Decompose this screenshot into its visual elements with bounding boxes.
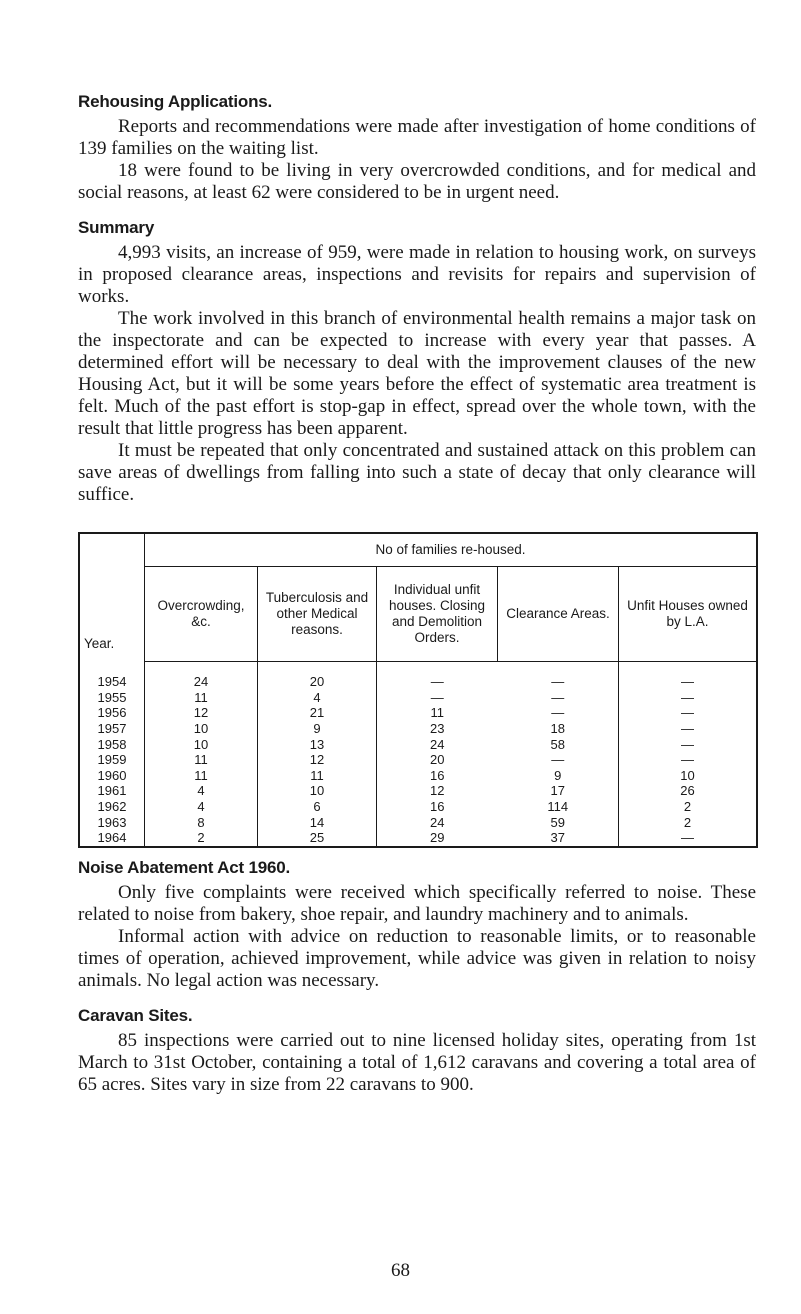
value-cell: 29 xyxy=(377,830,498,847)
table-row xyxy=(79,814,757,830)
table-row xyxy=(79,783,757,799)
value-cell: 10 xyxy=(258,783,377,799)
value-cell: 24 xyxy=(145,662,258,690)
year-cell: 1964 xyxy=(97,830,127,846)
summary-paragraph: 4,993 visits, an increase of 959, were made in relation to housing work, on surveys in proposed clearance areas, inspections and revisits for repairs and supervision of works. xyxy=(78,242,756,307)
value-cell: — xyxy=(619,736,758,752)
page-number: 68 xyxy=(391,1260,410,1281)
value-cell: 4 xyxy=(145,799,258,815)
year-cell: 1962 xyxy=(97,799,127,815)
value-cell: 8 xyxy=(145,814,258,830)
value-cell: 9 xyxy=(554,767,562,783)
value-cell: — xyxy=(619,721,758,737)
value-cell: 13 xyxy=(258,736,377,752)
value-cell: 58 xyxy=(550,736,565,752)
year-cell: 1960 xyxy=(97,767,127,783)
value-cell: 20 xyxy=(377,752,498,768)
value-cell: — xyxy=(377,690,498,706)
year-cell: 1958 xyxy=(97,736,127,752)
value-cell: — xyxy=(551,689,565,705)
value-cell: 11 xyxy=(145,768,258,784)
table-body xyxy=(79,662,757,847)
value-cell: 17 xyxy=(550,783,565,799)
value-cell: 10 xyxy=(145,736,258,752)
value-cell: — xyxy=(619,662,758,690)
rehoused-families-table xyxy=(78,532,758,848)
value-cell: 12 xyxy=(377,783,498,799)
value-cell: — xyxy=(619,752,758,768)
value-cell: 12 xyxy=(145,705,258,721)
value-cell: 25 xyxy=(258,830,377,847)
noise-section xyxy=(78,858,756,992)
table-row xyxy=(79,705,757,721)
year-cell: 1955 xyxy=(97,689,127,705)
table-row xyxy=(79,799,757,815)
table-row xyxy=(79,830,757,847)
rehousing-paragraph: Reports and recommendations were made after investigation of home conditions of 139 families on the waiting list. xyxy=(78,116,756,159)
value-cell: — xyxy=(551,674,565,690)
table-row xyxy=(79,690,757,706)
value-cell: 16 xyxy=(377,799,498,815)
summary-paragraph: It must be repeated that only concentrated and sustained attack on this problem can save areas of dwellings from falling into such a state of decay that only clearance will suffice. xyxy=(78,440,756,505)
value-cell: 26 xyxy=(619,783,758,799)
summary-section xyxy=(78,218,756,506)
value-cell: — xyxy=(619,690,758,706)
rehousing-paragraph: 18 were found to be living in very overcrowded conditions, and for medical and social reasons, at least 62 were considered to be in urgent need. xyxy=(78,160,756,203)
value-cell: 2 xyxy=(619,799,758,815)
value-cell: 11 xyxy=(377,705,498,721)
value-cell: 21 xyxy=(258,705,377,721)
year-column-header: Year. xyxy=(79,533,145,662)
table-row xyxy=(79,736,757,752)
year-cell: 1959 xyxy=(97,752,127,768)
value-cell: 11 xyxy=(145,752,258,768)
value-cell: — xyxy=(551,752,565,768)
column-header: Individual unfit houses. Closing and Demolition Orders. xyxy=(377,567,498,662)
caravan-section xyxy=(78,1006,756,1096)
value-cell: — xyxy=(551,705,565,721)
value-cell: 6 xyxy=(258,799,377,815)
value-cell: 4 xyxy=(258,690,377,706)
table-row xyxy=(79,752,757,768)
value-cell: 2 xyxy=(145,830,258,847)
table-row xyxy=(79,768,757,784)
rehousing-section xyxy=(78,92,756,204)
year-cell: 1956 xyxy=(97,705,127,721)
value-cell: 10 xyxy=(619,768,758,784)
value-cell: — xyxy=(619,705,758,721)
column-header: Overcrowding, &c. xyxy=(145,567,258,662)
rehousing-heading: Rehousing Applications. xyxy=(78,92,273,111)
families-rehoused-header: No of families re-housed. xyxy=(145,533,758,567)
value-cell: 2 xyxy=(619,814,758,830)
year-cell: 1954 xyxy=(97,674,127,690)
value-cell: 10 xyxy=(145,721,258,737)
value-cell: 11 xyxy=(258,768,377,784)
column-header: Unfit Houses owned by L.A. xyxy=(619,567,758,662)
page-body xyxy=(78,92,756,1110)
caravan-heading: Caravan Sites. xyxy=(78,1005,193,1025)
value-cell: 9 xyxy=(258,721,377,737)
year-cell: 1963 xyxy=(97,814,127,830)
caravan-paragraph: 85 inspections were carried out to nine licensed holiday sites, operating from 1st March to 31st October, containing a total of 1,612 caravans and covering a total area of 65 acres. Sites vary in size from 22 caravans to 900. xyxy=(78,1029,756,1095)
value-cell: — xyxy=(619,830,758,847)
summary-heading: Summary xyxy=(78,218,155,237)
summary-paragraph: The work involved in this branch of environmental health remains a major task on the inspectorate and can be expected to increase with every year that passes. A determined effort will be necessary to deal with the improvement clauses of the new Housing Act, but it will be some years before the effect of systematic area treatment is felt. Much of the past effort is stop-gap in effect, spread over the whole town, with the result that little progress has been apparent. xyxy=(78,308,756,439)
value-cell: 37 xyxy=(550,830,565,846)
value-cell: 4 xyxy=(145,783,258,799)
value-cell: 23 xyxy=(377,721,498,737)
table-row xyxy=(79,721,757,737)
table-row xyxy=(79,662,757,690)
noise-paragraph: Only five complaints were received which specifically referred to noise. These related to noise from bakery, shoe repair, and laundry machinery and to animals. xyxy=(78,881,756,925)
year-cell: 1957 xyxy=(97,721,127,737)
value-cell: 18 xyxy=(550,721,565,737)
value-cell: 14 xyxy=(258,814,377,830)
column-header: Tuberculosis and other Medical reasons. xyxy=(258,567,377,662)
value-cell: 11 xyxy=(145,690,258,706)
noise-heading: Noise Abatement Act 1960. xyxy=(78,857,290,877)
value-cell: 24 xyxy=(377,736,498,752)
column-header: Clearance Areas. xyxy=(498,567,619,662)
value-cell: 59 xyxy=(550,814,565,830)
value-cell: 16 xyxy=(377,768,498,784)
value-cell: 20 xyxy=(258,662,377,690)
value-cell: — xyxy=(377,662,498,690)
value-cell: 24 xyxy=(377,814,498,830)
value-cell: 114 xyxy=(547,799,569,815)
value-cell: 12 xyxy=(258,752,377,768)
year-cell: 1961 xyxy=(97,783,127,799)
noise-paragraph: Informal action with advice on reduction to reasonable limits, or to reasonable times of operation, achieved improvement, while advice was given in relation to noisy animals. No legal action was necessary. xyxy=(78,925,756,991)
